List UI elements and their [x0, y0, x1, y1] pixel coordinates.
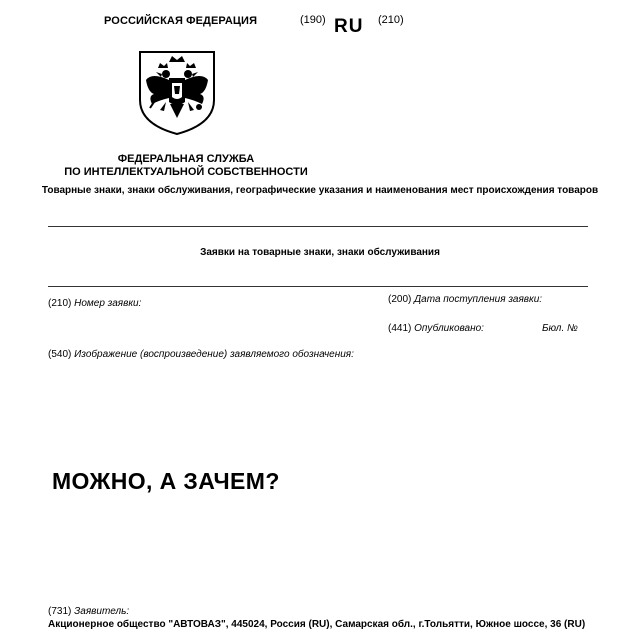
inid-code-200: (200)	[388, 294, 412, 305]
applicant-field	[48, 606, 129, 617]
application-number-label: Номер заявки:	[74, 298, 142, 309]
russian-coat-of-arms-icon	[136, 50, 218, 136]
inid-code-731: (731)	[48, 606, 72, 617]
divider-top	[48, 226, 588, 227]
filing-date-field	[388, 294, 542, 305]
agency-name	[40, 153, 332, 179]
divider-bottom	[48, 286, 588, 287]
country-header: РОССИЙСКАЯ ФЕДЕРАЦИЯ	[104, 15, 258, 27]
mark-image-label: Изображение (воспроизведение) заявляемого обозначения:	[74, 349, 354, 360]
country-code: RU	[334, 16, 364, 37]
agency-line-2: ПО ИНТЕЛЛЕКТУАЛЬНОЙ СОБСТВЕННОСТИ	[64, 166, 308, 178]
inid-code-210: (210)	[48, 298, 72, 309]
inid-code-540: (540)	[48, 349, 72, 360]
published-label: Опубликовано:	[414, 323, 484, 334]
document-title: Заявки на товарные знаки, знаки обслуживания	[200, 247, 440, 258]
agency-line-1: ФЕДЕРАЛЬНАЯ СЛУЖБА	[117, 153, 255, 165]
published-field	[388, 323, 484, 334]
bulletin-label: Бюл. №	[542, 323, 578, 334]
application-number-field	[48, 298, 141, 309]
document-category: Товарные знаки, знаки обслуживания, географические указания и наименования мест происхождения товаров	[41, 185, 599, 196]
applicant-label: Заявитель:	[74, 606, 130, 617]
filing-date-label: Дата поступления заявки:	[414, 294, 543, 305]
trademark-text: МОЖНО, А ЗАЧЕМ?	[52, 468, 280, 494]
inid-code-190: (190)	[300, 14, 326, 26]
inid-code-210-header: (210)	[378, 14, 404, 26]
inid-code-441: (441)	[388, 323, 412, 334]
mark-image-field	[48, 349, 354, 360]
applicant-value: Акционерное общество "АВТОВАЗ", 445024, Россия (RU), Самарская обл., г.Тольятти, Южное шоссе, 36 (RU)	[48, 619, 586, 630]
